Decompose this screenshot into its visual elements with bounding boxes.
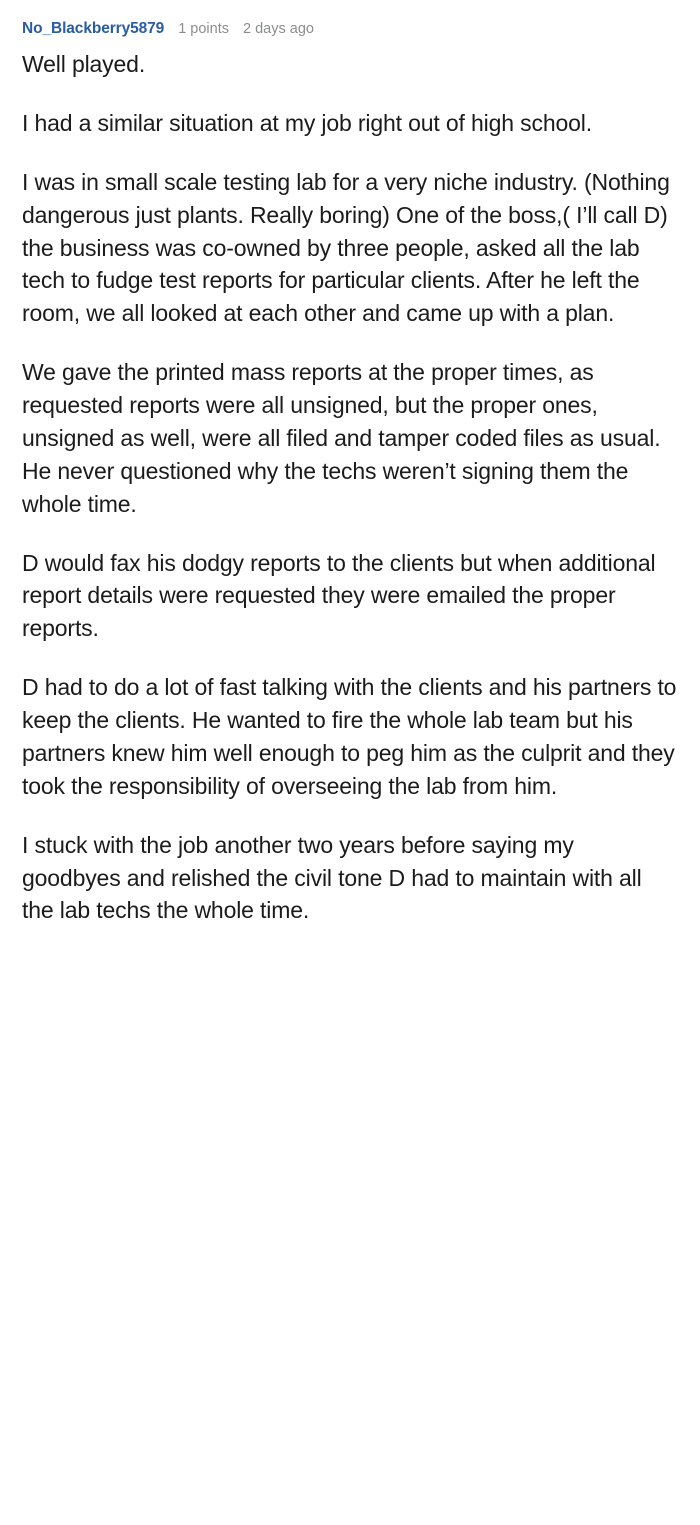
comment-paragraph: I had a similar situation at my job right out of high school. <box>22 109 592 136</box>
comment-paragraph: D had to do a lot of fast talking with the clients and his partners to keep the clients. He wanted to fire the whole lab team but his partners knew him well enough to peg him as the culprit and they took the responsibility of overseeing the lab from him. <box>22 674 677 799</box>
comment-paragraph: Well played. <box>22 51 146 77</box>
comment-points: 1 points <box>178 21 229 37</box>
comment-paragraph: D would fax his dodgy reports to the clients but when additional report details were requested they were emailed the proper reports. <box>22 549 656 642</box>
comment-author-link[interactable]: No_Blackberry5879 <box>22 20 165 37</box>
comment-body <box>22 48 678 927</box>
comment-paragraph: We gave the printed mass reports at the proper times, as requested reports were all unsigned, but the proper ones, unsigned as well, were all filed and tamper coded files as usual. He never questioned why the techs weren’t signing them the whole time. <box>22 359 661 517</box>
comment-paragraph: I was in small scale testing lab for a very niche industry. (Nothing dangerous just plants. Really boring) One of the boss,( I’ll call D) the business was co-owned by three people, asked all the lab tech to fudge test reports for particular clients. After he left the room, we all looked at each other and came up with a plan. <box>22 168 670 327</box>
comment-header <box>22 20 678 38</box>
comment-paragraph: I stuck with the job another two years before saying my goodbyes and relished the civil tone D had to maintain with all the lab techs the whole time. <box>22 831 642 924</box>
comment-timestamp: 2 days ago <box>243 21 314 37</box>
